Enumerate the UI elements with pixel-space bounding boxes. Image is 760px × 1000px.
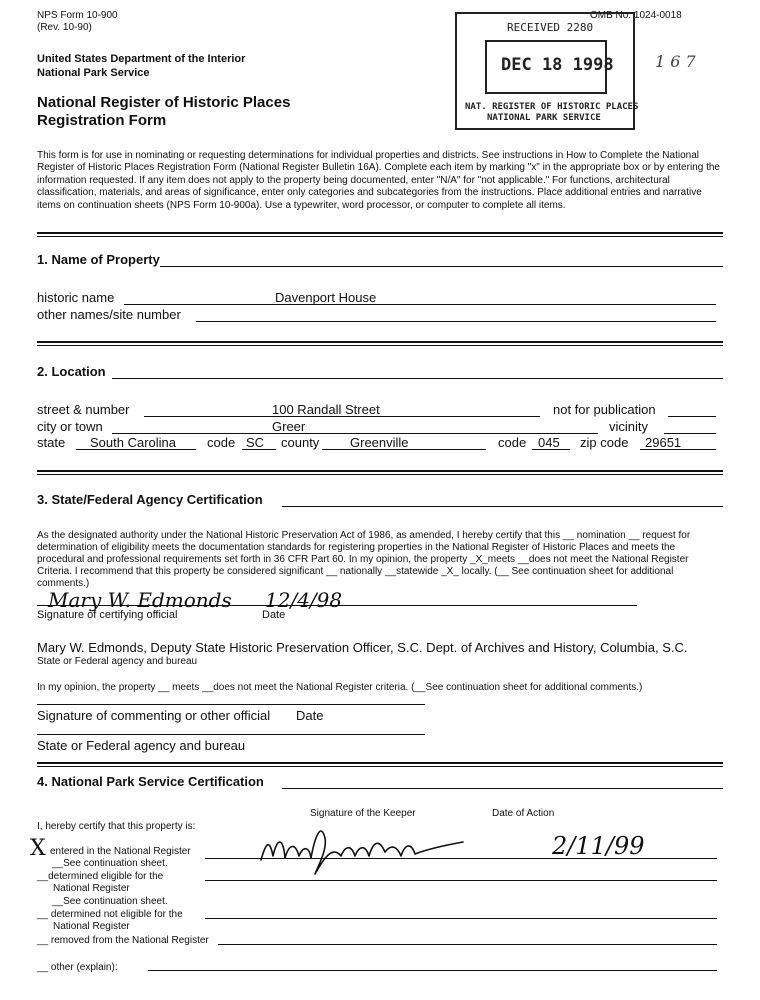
not-eligible-label: __ determined not eligible for the	[37, 909, 183, 920]
form-subtitle: Registration Form	[37, 112, 167, 129]
commenting-date-label: Date	[296, 708, 324, 723]
city-line	[112, 433, 598, 434]
agency-bureau-label-2: State or Federal agency and bureau	[37, 738, 246, 753]
form-number: NPS Form 10-900	[37, 10, 118, 21]
heading-rule	[160, 266, 723, 267]
section2-heading: 2. Location	[37, 364, 106, 379]
see-continuation-1: __See continuation sheet.	[52, 858, 168, 869]
stamp-received-label: RECEIVED 2280	[507, 21, 594, 34]
county-value[interactable]: Greenville	[350, 435, 409, 450]
historic-name-line	[124, 304, 716, 305]
stamp-date: DEC 18 1998	[501, 55, 614, 75]
section-divider	[37, 341, 723, 343]
vicinity-line[interactable]	[664, 433, 716, 434]
historic-name-label: historic name	[37, 290, 115, 305]
opinion-text: In my opinion, the property __ meets __does not meet the National Register criteria. (__See continuation sheet for additional comments.)	[37, 682, 643, 693]
heading-rule	[112, 378, 723, 379]
vicinity-label: vicinity	[609, 419, 649, 434]
historic-name-value[interactable]: Davenport House	[275, 290, 377, 305]
not-for-publication-label: not for publication	[553, 402, 656, 417]
commenting-signature-label: Signature of commenting or other official	[37, 708, 271, 723]
department-name: United States Department of the Interior	[37, 53, 246, 65]
state-code-value[interactable]: SC	[246, 435, 265, 450]
not-eligible-signature-line[interactable]	[205, 918, 717, 919]
state-code-label: code	[207, 435, 236, 450]
city-value[interactable]: Greer	[272, 419, 306, 434]
instructions-text: This form is for use in nominating or requesting determinations for individual properties and districts. See instructions in How to Complete the National Register of Historic Places Registration Form (National Register Bulletin 16A). Complete each item by marking "x" in the appropriate box or by entering the information requested. If any item does not apply to the property being documented, enter "N/A" for "not applicable." For functions, architectural classification, materials, and areas of significance, enter only categories and subcategories from the instructions. Place additional entries and narrative items on continuation sheets (NPS Form 10-900a). Use a typewriter, word processor, or computer to complete all items.	[37, 150, 720, 211]
date-label: Date	[262, 609, 286, 621]
omb-number: OMB No. 1024-0018	[590, 10, 682, 21]
zip-label: zip code	[580, 435, 629, 450]
form-title: National Register of Historic Places	[37, 94, 291, 111]
agency-bureau-label: State or Federal agency and bureau	[37, 656, 198, 667]
certifying-date: 12/4/98	[265, 588, 343, 612]
street-value[interactable]: 100 Randall Street	[272, 402, 380, 417]
margin-handwriting: 1 6 7	[655, 52, 696, 71]
determined-eligible-label: __determined eligible for the	[37, 871, 164, 882]
section-divider	[37, 474, 723, 475]
certification-text: As the designated authority under the National Historic Preservation Act of 1986, as amended, I hereby certify that this __ nomination __ request for determination of eligibility meets the documentation standards for registering properties in the National Register of Historic Places and meets the procedural and professional requirements set forth in 36 CFR Part 60. In my opinion, the property _X_meets __does not meet the National Register Criteria. I recommend that this property be considered significant __ nationally __statewide _X_ locally. (__ See continuation sheet for additional comments.)	[37, 530, 691, 589]
certifying-signature-line	[37, 605, 637, 606]
agency-bureau-line[interactable]	[37, 734, 425, 735]
certify-label: I, hereby certify that this property is:	[37, 821, 196, 832]
section-divider	[37, 232, 723, 234]
section-divider	[37, 766, 723, 767]
state-value[interactable]: South Carolina	[90, 435, 176, 450]
keeper-date: 2/11/99	[552, 832, 645, 860]
zip-value[interactable]: 29651	[645, 435, 682, 450]
not-eligible-label-2: National Register	[53, 921, 130, 932]
keeper-signature	[255, 816, 475, 880]
city-label: city or town	[37, 419, 103, 434]
zip-line	[640, 449, 716, 450]
other-explain-label: __ other (explain):	[37, 962, 118, 973]
eligible-signature-line[interactable]	[205, 880, 717, 881]
keeper-signature-line	[205, 858, 717, 859]
section1-heading: 1. Name of Property	[37, 252, 160, 267]
removed-label: __ removed from the National Register	[37, 935, 209, 946]
heading-rule	[282, 788, 723, 789]
stamp-line-2: NATIONAL PARK SERVICE	[487, 113, 601, 123]
entered-check-mark[interactable]: X	[30, 836, 46, 861]
removed-signature-line[interactable]	[218, 944, 717, 945]
section4-heading: 4. National Park Service Certification	[37, 774, 264, 789]
received-stamp	[455, 12, 639, 130]
county-line	[322, 449, 486, 450]
state-label: state	[37, 435, 66, 450]
street-line	[144, 416, 540, 417]
certifying-official-name: Mary W. Edmonds, Deputy State Historic Preservation Officer, S.C. Dept. of Archives and History, Columbia, S.C.	[37, 640, 688, 655]
section-divider	[37, 345, 723, 346]
other-names-line[interactable]	[196, 321, 716, 322]
section-divider	[37, 762, 723, 764]
date-of-action-label: Date of Action	[492, 808, 555, 819]
section3-heading: 3. State/Federal Agency Certification	[37, 492, 263, 507]
stamp-line-1: NAT. REGISTER OF HISTORIC PLACES	[465, 102, 639, 112]
form-revision: (Rev. 10-90)	[37, 22, 92, 33]
commenting-signature-line[interactable]	[37, 704, 425, 705]
determined-eligible-label-2: National Register	[53, 883, 130, 894]
heading-rule	[282, 506, 723, 507]
keeper-signature-label: Signature of the Keeper	[310, 808, 416, 819]
entered-label: entered in the National Register	[50, 846, 191, 857]
street-label: street & number	[37, 402, 130, 417]
county-code-line	[532, 449, 570, 450]
other-explain-line[interactable]	[148, 970, 717, 971]
signature-certifying-label: Signature of certifying official	[37, 609, 178, 621]
see-continuation-2: __See continuation sheet.	[52, 896, 168, 907]
county-code-value[interactable]: 045	[538, 435, 560, 450]
stamp-date-box	[485, 40, 614, 94]
section-divider	[37, 470, 723, 472]
county-label: county	[281, 435, 320, 450]
agency-name: National Park Service	[37, 67, 150, 79]
state-line	[76, 449, 196, 450]
certifying-signature: Mary W. Edmonds	[48, 588, 232, 612]
section-divider	[37, 236, 723, 237]
other-names-label: other names/site number	[37, 307, 181, 322]
not-for-publication-line[interactable]	[668, 416, 716, 417]
state-code-line	[242, 449, 276, 450]
county-code-label: code	[498, 435, 527, 450]
